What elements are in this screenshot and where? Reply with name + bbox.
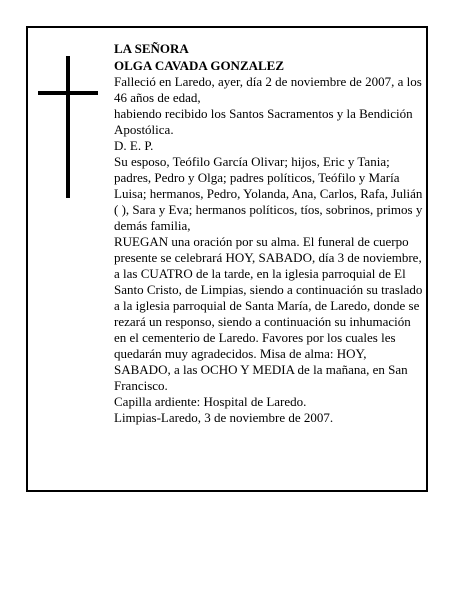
family-list: Su esposo, Teófilo García Olivar; hijos, Eric y Tania; padres, Pedro y Olga; padres políticos, Teófilo y María Luisa; hermanos, Pedro, Yolanda, Ana, Carlos, Rafa, Julián ( ), Sara y Eva; hermanos políticos, tíos, sobrinos, primos y demás familia, — [114, 154, 423, 233]
place-date-line: Limpias-Laredo, 3 de noviembre de 2007. — [114, 410, 334, 425]
cross-icon — [38, 56, 98, 198]
deceased-name: OLGA CAVADA GONZALEZ — [114, 58, 285, 73]
cross-vertical-bar — [66, 56, 70, 198]
chapel-line: Capilla ardiente: Hospital de Laredo. — [114, 394, 307, 409]
notice-text — [114, 40, 426, 426]
death-announcement: Falleció en Laredo, ayer, día 2 de noviembre de 2007, a los 46 años de edad, — [114, 74, 422, 105]
rip-line: D. E. P. — [114, 138, 154, 153]
obituary-notice — [26, 26, 428, 492]
honorific: LA SEÑORA — [114, 41, 189, 56]
funeral-details: RUEGAN una oración por su alma. El funeral de cuerpo presente se celebrará HOY, SABADO, día 3 de noviembre, a las CUATRO de la tarde, en la iglesia parroquial de El Santo Cristo, de Limpias, siendo a continuación su traslado a la iglesia parroquial de Santa María, de Laredo, donde se rezará un responso, siendo a continuación su inhumación en el cementerio de Laredo. Favores por los cuales les quedarán muy agradecidos. Misa de alma: HOY, SABADO, a las OCHO Y MEDIA de la mañana, en San Francisco. — [114, 234, 423, 393]
sacraments-note: habiendo recibido los Santos Sacramentos y la Bendición Apostólica. — [114, 106, 413, 137]
cross-horizontal-bar — [38, 91, 98, 95]
